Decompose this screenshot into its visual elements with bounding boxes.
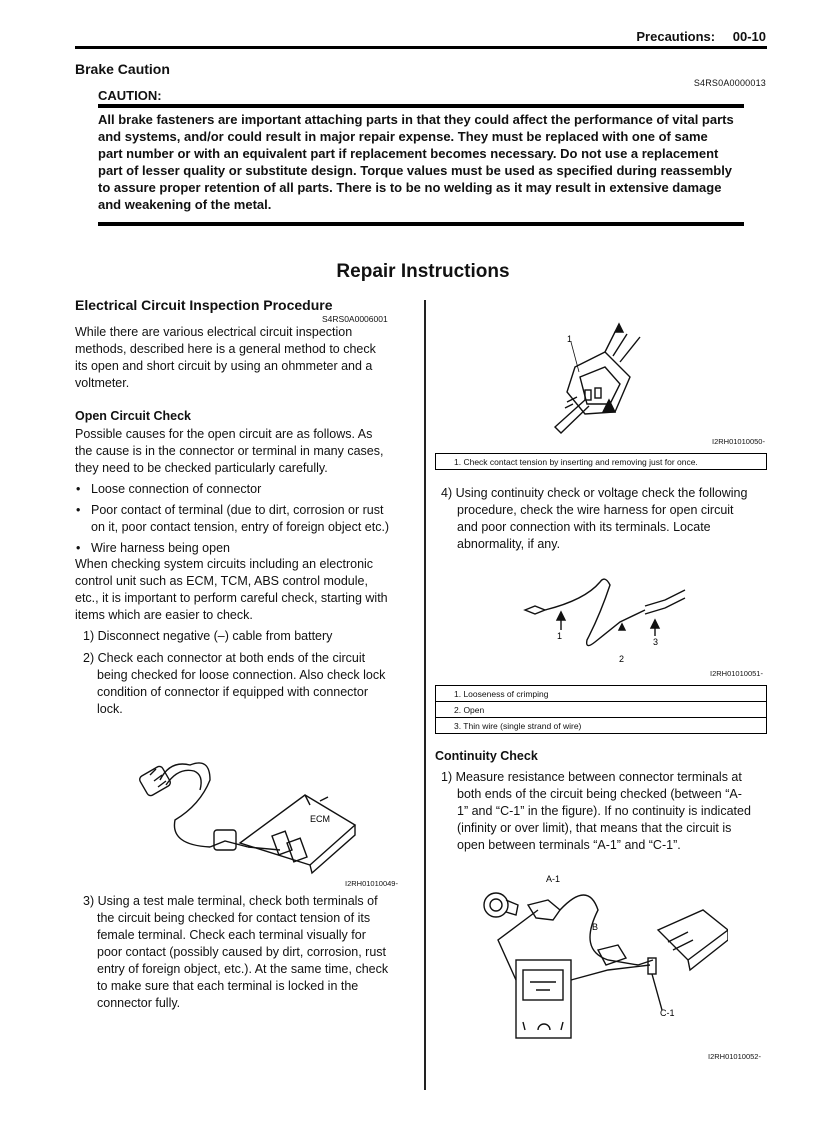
text-line: Wire harness being open xyxy=(91,541,230,555)
when-paragraph xyxy=(75,556,420,624)
text-line: they need to be checked particularly carefully. xyxy=(75,461,328,475)
wire-harness-drawing xyxy=(525,579,685,645)
text-line: While there are various electrical circuit inspection xyxy=(75,325,353,339)
callout-1: 1 xyxy=(557,631,563,641)
text-line: on it, poor contact tension, entry of foreign object etc.) xyxy=(91,520,390,534)
bullet-icon: • xyxy=(76,503,81,517)
text-line: Loose connection of connector xyxy=(91,482,262,496)
header-section: Precautions: xyxy=(636,29,716,44)
figure-ecm-connector xyxy=(130,735,360,875)
brake-caution-title: Brake Caution xyxy=(75,61,170,77)
text-line: being checked for loose connection. Also check lock xyxy=(97,668,386,682)
text-line: Possible causes for the open circuit are as follows. As xyxy=(75,427,373,441)
caution-line: All brake fasteners are important attaching parts in that they could affect the performance of vital parts xyxy=(98,112,734,127)
text-line: and poor connection with its terminals. Locate xyxy=(457,520,711,534)
label-b: B xyxy=(592,922,599,932)
callout-3: 3 xyxy=(653,637,659,647)
step-4 xyxy=(441,485,771,553)
figure-wire-harness xyxy=(515,570,695,670)
label-c1: C-1 xyxy=(660,1008,675,1018)
text-line: Poor contact of terminal (due to dirt, corrosion or rust xyxy=(91,503,384,517)
text-line: the circuit being checked for contact tension of its xyxy=(97,911,371,925)
caption-cell: 3. Thin wire (single strand of wire) xyxy=(436,718,767,734)
text-line: voltmeter. xyxy=(75,376,130,390)
caution-text xyxy=(98,111,746,213)
text-line: open between terminals “A-1” and “C-1”. xyxy=(457,838,681,852)
text-line: 3) Using a test male terminal, check both terminals of xyxy=(83,894,378,908)
text-line: methods, described here is a general method to check xyxy=(75,342,376,356)
list-item xyxy=(75,481,420,498)
caution-line: part number or with an equivalent part if replacement becomes necessary. Do not use a replacement xyxy=(98,146,719,161)
bullet-icon: • xyxy=(76,541,81,555)
step-3 xyxy=(83,893,423,1012)
caution-line: part of lesser quality or substitute design. Torque values must be used as specified during reassembly xyxy=(98,163,733,178)
caption-cell: 2. Open xyxy=(436,702,767,718)
text-line: female terminal. Check each terminal visually for xyxy=(97,928,366,942)
figure-continuity-test xyxy=(478,870,728,1050)
text-line: abnormality, if any. xyxy=(457,537,561,551)
table-row xyxy=(436,702,767,718)
caution-label: CAUTION: xyxy=(98,88,162,103)
figure-terminal-tension xyxy=(545,322,655,437)
open-circuit-title: Open Circuit Check xyxy=(75,409,191,423)
brake-caution-code: S4RS0A0000013 xyxy=(693,78,766,88)
figure-code: I2RH01010050- xyxy=(712,437,765,446)
text-line: both ends of the circuit being checked (between “A- xyxy=(457,787,742,801)
callout-1: 1 xyxy=(567,334,573,344)
text-line: (infinity or over limit), that means that the circuit is xyxy=(457,821,732,835)
table-row xyxy=(436,686,767,702)
caption-cell: 1. Looseness of crimping xyxy=(436,686,767,702)
figure-51-caption-table xyxy=(435,685,767,734)
text-line: its open and short circuit by using an ohmmeter and a xyxy=(75,359,373,373)
text-line: to make sure that each terminal is locked in the xyxy=(97,979,359,993)
repair-instructions-title: Repair Instructions xyxy=(336,261,510,282)
text-line: 2) Check each connector at both ends of the circuit xyxy=(83,651,366,665)
continuity-check-title: Continuity Check xyxy=(435,749,538,763)
text-line: control unit such as ECM, TCM, ABS control module, xyxy=(75,574,368,588)
list-item xyxy=(75,502,420,536)
caption-cell: 1. Check contact tension by inserting and removing just for once. xyxy=(436,454,767,470)
ohmmeter-circuit-drawing xyxy=(484,893,728,1038)
caution-line: and systems, and/or could result in major repair expense. They must be replaced with one of same xyxy=(98,129,708,144)
callout-2: 2 xyxy=(619,654,625,664)
header-page-number: 00-10 xyxy=(732,29,766,44)
bullet-icon: • xyxy=(76,482,81,496)
label-a1: A-1 xyxy=(546,874,561,884)
figure-50-caption-table xyxy=(435,453,767,470)
text-line: procedure, check the wire harness for open circuit xyxy=(457,503,734,517)
table-row xyxy=(436,454,767,470)
header-rule xyxy=(75,46,767,49)
caution-top-rule xyxy=(98,104,744,108)
text-line: entry of foreign object, etc.). At the same time, check xyxy=(97,962,389,976)
text-line: When checking system circuits including an electronic xyxy=(75,557,374,571)
ecm-label: ECM xyxy=(310,814,330,824)
text-line: items which are easier to check. xyxy=(75,608,253,622)
caution-line: to assure proper retention of all parts. There is to be no welding as it may result in extensive damage xyxy=(98,180,722,195)
page-header xyxy=(636,29,766,44)
text-line: condition of connector if equipped with connector xyxy=(97,685,369,699)
procedure-code: S4RS0A0006001 xyxy=(322,314,388,324)
continuity-step-1 xyxy=(441,769,776,854)
text-line: 1) Measure resistance between connector terminals at xyxy=(441,770,742,784)
figure-code: I2RH01010051- xyxy=(710,669,763,678)
intro-paragraph xyxy=(75,324,420,392)
caution-line: and weakening of the metal. xyxy=(98,197,272,212)
text-line: 4) Using continuity check or voltage check the following xyxy=(441,486,748,500)
step-1 xyxy=(83,628,423,645)
table-row xyxy=(436,718,767,734)
text-line: lock. xyxy=(97,702,123,716)
text-line: poor contact (possibly caused by dirt, corrosion, rust xyxy=(97,945,387,959)
text-line: 1) Disconnect negative (–) cable from battery xyxy=(83,629,333,643)
text-line: 1” and “C-1” in the figure). If no continuity is indicated xyxy=(457,804,751,818)
caution-bottom-rule xyxy=(98,222,744,226)
figure-code: I2RH01010049- xyxy=(345,879,398,888)
cause-list xyxy=(75,481,420,557)
text-line: etc., it is important to perform careful check, starting with xyxy=(75,591,388,605)
figure-code: I2RH01010052- xyxy=(708,1052,761,1061)
list-item xyxy=(75,540,420,557)
step-2 xyxy=(83,650,423,718)
text-line: the cause is in the connector or terminal in many cases, xyxy=(75,444,384,458)
text-line: connector fully. xyxy=(97,996,181,1010)
column-divider xyxy=(424,300,426,1090)
open-circuit-intro xyxy=(75,426,420,477)
procedure-title: Electrical Circuit Inspection Procedure xyxy=(75,297,333,313)
